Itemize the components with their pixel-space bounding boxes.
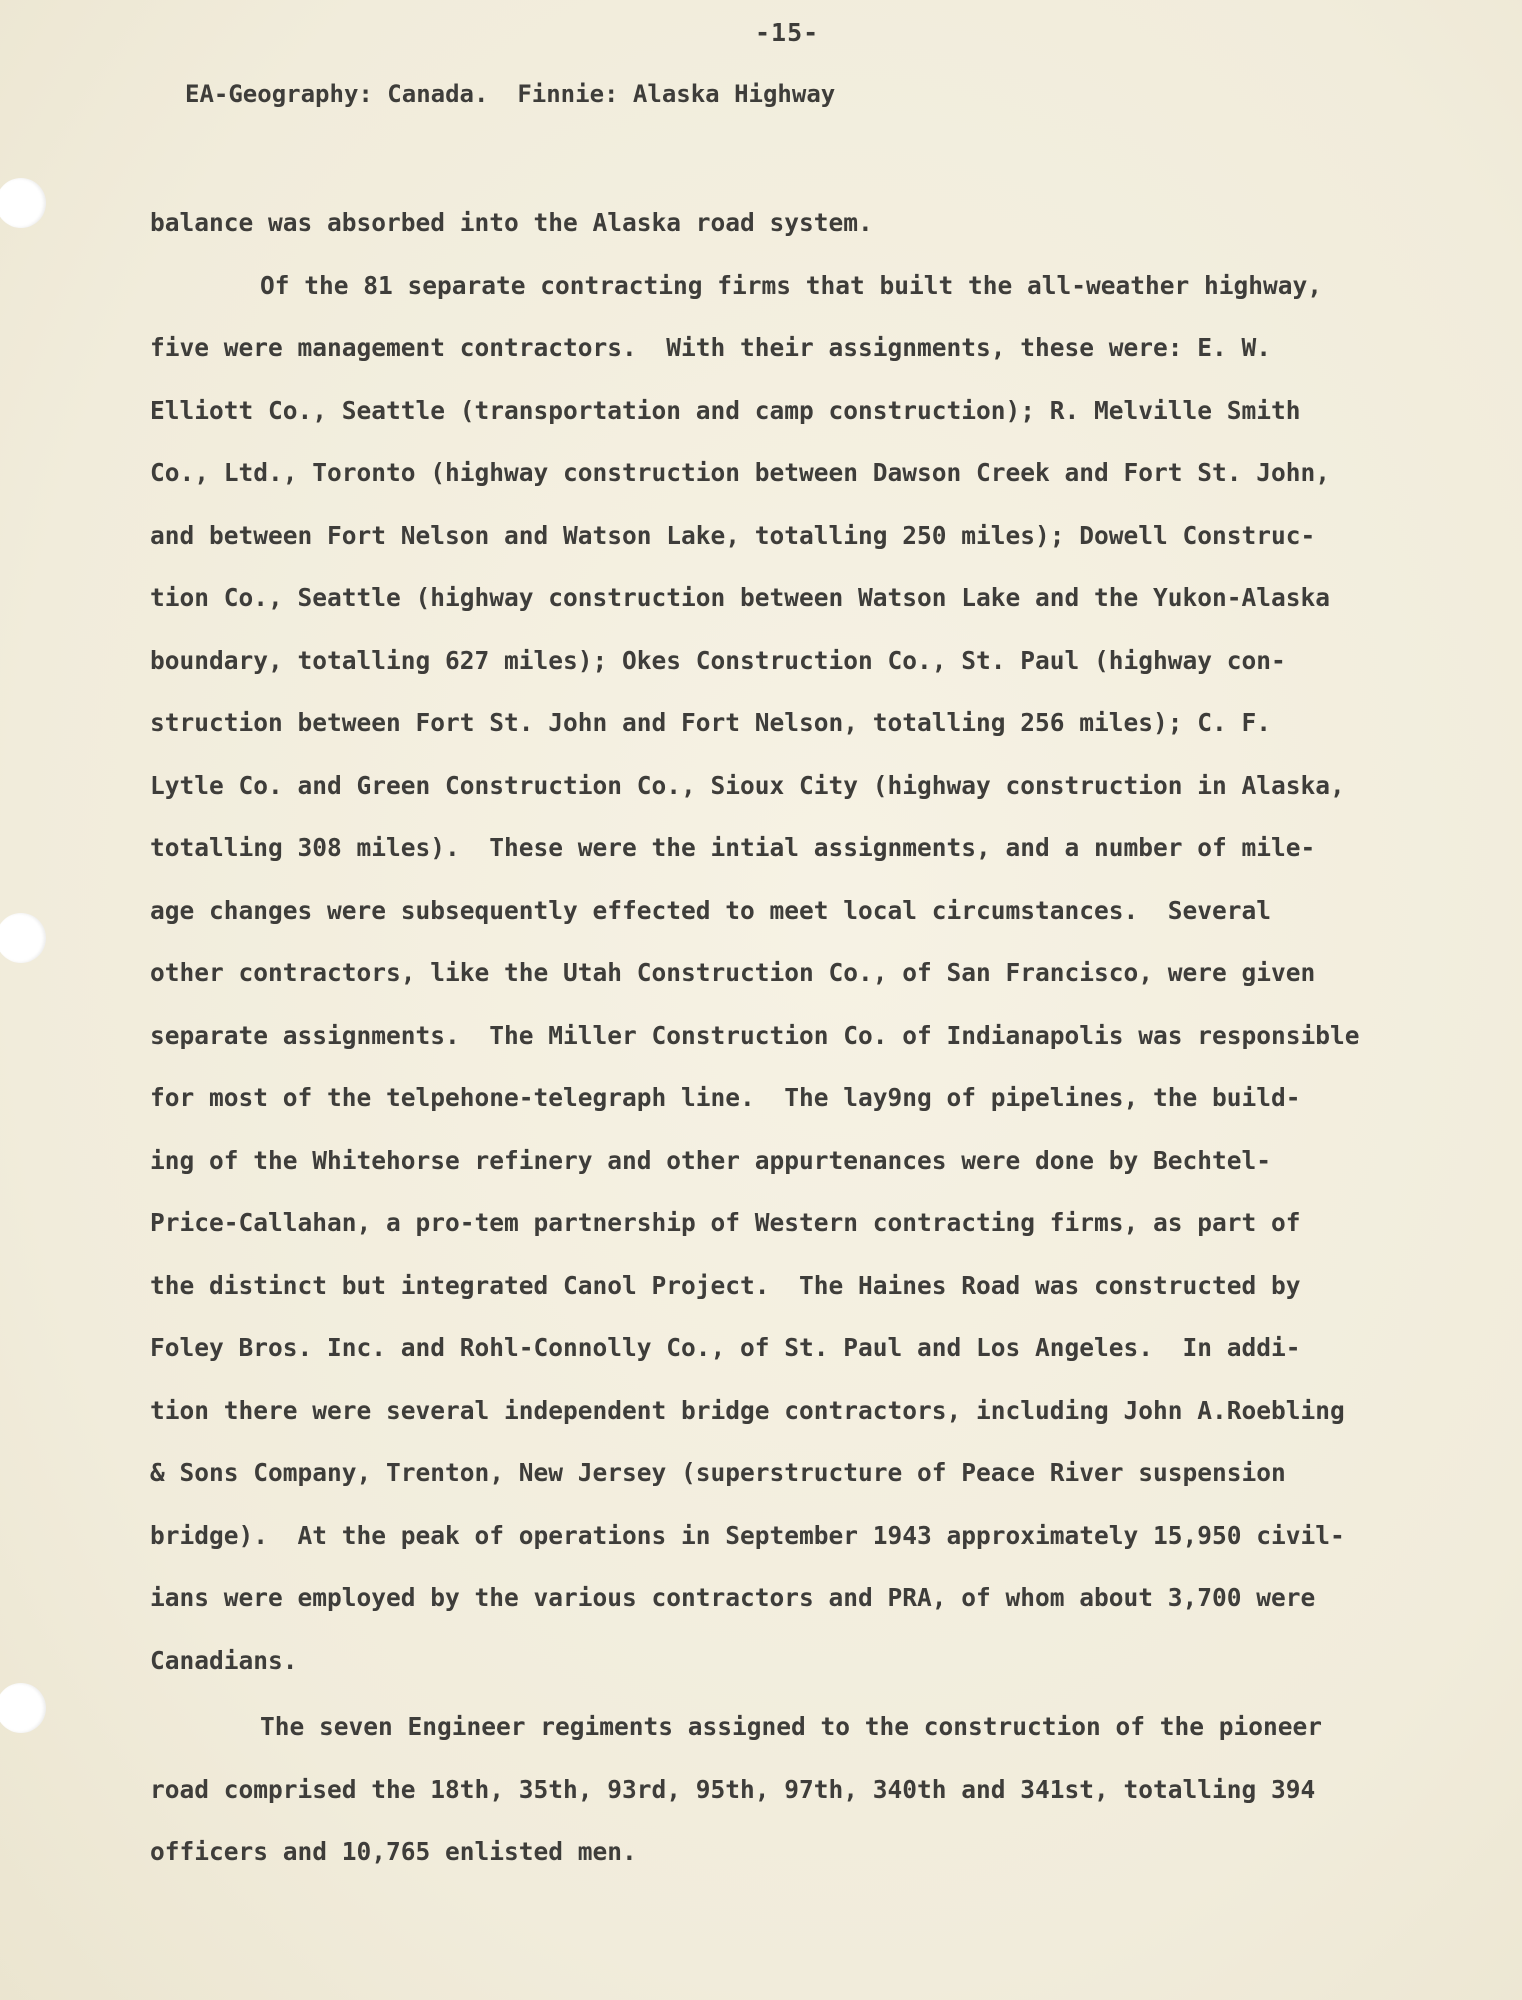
text-line: struction between Fort St. John and Fort Nelson, totalling 256 miles); C. F. xyxy=(150,708,1272,737)
punch-hole xyxy=(0,1683,46,1733)
text-line: separate assignments. The Miller Construction Co. of Indianapolis was responsible xyxy=(150,1020,1360,1050)
text-line: bridge). At the peak of operations in September 1943 approximately 15,950 civil- xyxy=(150,1520,1345,1550)
text-line: officers and 10,765 enlisted men. xyxy=(150,1837,637,1866)
page-number: -15- xyxy=(755,18,820,47)
text-line: Lytle Co. and Green Construction Co., Sioux City (highway construction in Alaska, xyxy=(150,770,1345,800)
text-line: boundary, totalling 627 miles); Okes Construction Co., St. Paul (highway con- xyxy=(150,645,1286,675)
text-line: totalling 308 miles). These were the intial assignments, and a number of mile- xyxy=(150,833,1316,862)
text-line: Elliott Co., Seattle (transportation and camp construction); R. Melville Smith xyxy=(150,395,1301,425)
text-line: road comprised the 18th, 35th, 93rd, 95th, 97th, 340th and 341st, totalling 394 xyxy=(150,1774,1316,1804)
document-header: EA-Geography: Canada. Finnie: Alaska Highway xyxy=(185,80,836,108)
text-line: tion there were several independent bridge contractors, including John A.Roebling xyxy=(150,1395,1345,1425)
text-line: for most of the telpehone-telegraph line. The lay9ng of pipelines, the build- xyxy=(150,1083,1301,1112)
text-line: and between Fort Nelson and Watson Lake, totalling 250 miles); Dowell Construc- xyxy=(150,520,1316,550)
body-text xyxy=(150,192,1450,1884)
text-line: ing of the Whitehorse refinery and other appurtenances were done by Bechtel- xyxy=(150,1145,1272,1175)
text-line: tion Co., Seattle (highway construction between Watson Lake and the Yukon-Alaska xyxy=(150,583,1331,612)
punch-hole xyxy=(0,913,46,963)
text-line: ians were employed by the various contractors and PRA, of whom about 3,700 were xyxy=(150,1583,1316,1612)
text-line: Co., Ltd., Toronto (highway construction between Dawson Creek and Fort St. John, xyxy=(150,458,1331,487)
text-line: age changes were subsequently effected to meet local circumstances. Several xyxy=(150,895,1272,925)
text-line: other contractors, like the Utah Construction Co., of San Francisco, were given xyxy=(150,958,1316,987)
text-line: balance was absorbed into the Alaska road system. xyxy=(150,208,873,237)
text-line: & Sons Company, Trenton, New Jersey (superstructure of Peace River suspension xyxy=(150,1458,1286,1487)
text-line: The seven Engineer regiments assigned to the construction of the pioneer xyxy=(260,1712,1323,1741)
text-line: Foley Bros. Inc. and Rohl-Connolly Co., of St. Paul and Los Angeles. In addi- xyxy=(150,1333,1301,1362)
text-line: Canadians. xyxy=(150,1645,298,1675)
text-line: Price-Callahan, a pro-tem partnership of Western contracting firms, as part of xyxy=(150,1208,1301,1237)
text-line: five were management contractors. With their assignments, these were: E. W. xyxy=(150,333,1272,362)
text-line: the distinct but integrated Canol Project. The Haines Road was constructed by xyxy=(150,1270,1301,1300)
punch-hole xyxy=(0,178,46,228)
text-line: Of the 81 separate contracting firms that built the all-weather highway, xyxy=(260,270,1323,300)
